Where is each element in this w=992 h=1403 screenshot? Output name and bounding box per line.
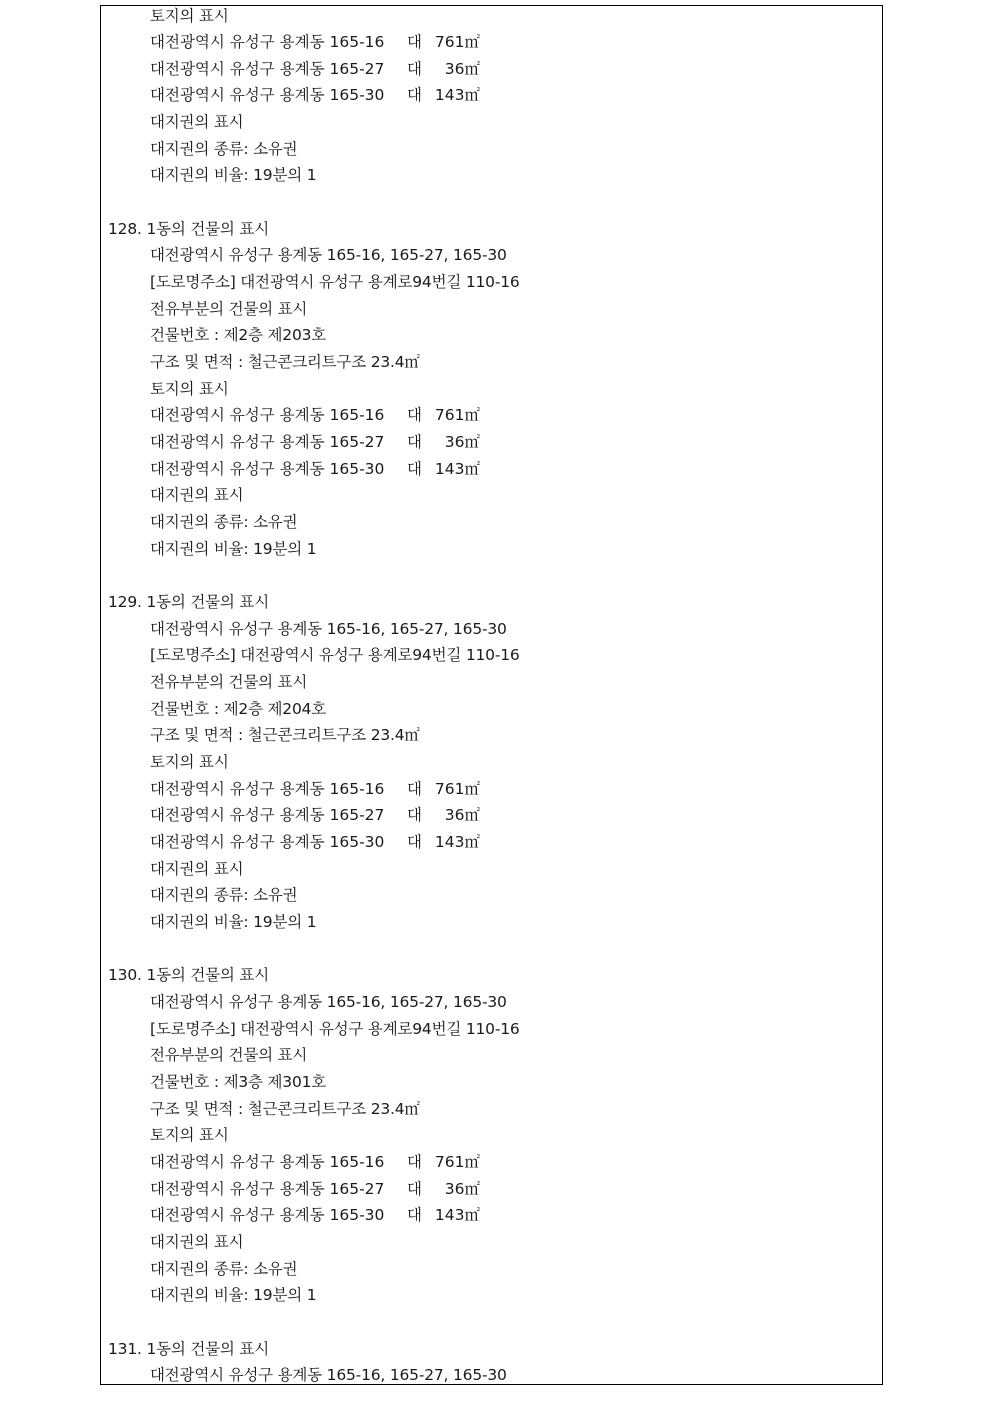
land-area: 761㎡ <box>434 33 480 51</box>
land-address: 대전광역시 유성구 용계동 165-27 <box>150 433 385 451</box>
land-right-type: 대지권의 종류: 소유권 <box>150 513 298 531</box>
exclusive-part-title: 전유부분의 건물의 표시 <box>150 673 308 691</box>
land-category: 대 <box>407 1180 422 1198</box>
land-address: 대전광역시 유성구 용계동 165-27 <box>150 1180 385 1198</box>
land-address: 대전광역시 유성구 용계동 165-27 <box>150 806 385 824</box>
land-title: 토지의 표시 <box>150 753 229 771</box>
structure-area: 구조 및 면적 : 철근콘크리트구조 23.4㎡ <box>150 1100 420 1118</box>
document-frame <box>100 5 883 1385</box>
land-right-type: 대지권의 종류: 소유권 <box>150 140 298 158</box>
land-right-ratio: 대지권의 비율: 19분의 1 <box>150 913 317 931</box>
building-number: 건물번호 : 제2층 제203호 <box>150 326 327 344</box>
land-area: 143㎡ <box>434 833 480 851</box>
land-category: 대 <box>407 86 422 104</box>
land-right-ratio: 대지권의 비율: 19분의 1 <box>150 166 317 184</box>
land-address: 대전광역시 유성구 용계동 165-16 <box>150 780 385 798</box>
building-location: 대전광역시 유성구 용계동 165-16, 165-27, 165-30 <box>150 993 507 1011</box>
land-right-ratio: 대지권의 비율: 19분의 1 <box>150 540 317 558</box>
land-right-type: 대지권의 종류: 소유권 <box>150 886 298 904</box>
land-area: 761㎡ <box>434 406 480 424</box>
land-right-type: 대지권의 종류: 소유권 <box>150 1260 298 1278</box>
exclusive-part-title: 전유부분의 건물의 표시 <box>150 300 308 318</box>
land-category: 대 <box>407 780 422 798</box>
land-title: 토지의 표시 <box>150 7 229 25</box>
land-category: 대 <box>407 1153 422 1171</box>
entry-heading: 130. 1동의 건물의 표시 <box>108 966 269 984</box>
land-address: 대전광역시 유성구 용계동 165-16 <box>150 1153 385 1171</box>
land-area: 143㎡ <box>434 1206 480 1224</box>
land-right-ratio: 대지권의 비율: 19분의 1 <box>150 1286 317 1304</box>
building-location: 대전광역시 유성구 용계동 165-16, 165-27, 165-30 <box>150 246 507 264</box>
land-address: 대전광역시 유성구 용계동 165-30 <box>150 86 385 104</box>
entry-heading: 131. 1동의 건물의 표시 <box>108 1340 269 1358</box>
land-category: 대 <box>407 406 422 424</box>
land-area: 761㎡ <box>434 1153 480 1171</box>
land-category: 대 <box>407 460 422 478</box>
land-address: 대전광역시 유성구 용계동 165-30 <box>150 460 385 478</box>
land-category: 대 <box>407 433 422 451</box>
building-number: 건물번호 : 제3층 제301호 <box>150 1073 327 1091</box>
building-number: 건물번호 : 제2층 제204호 <box>150 700 327 718</box>
land-address: 대전광역시 유성구 용계동 165-30 <box>150 833 385 851</box>
land-title: 토지의 표시 <box>150 1126 229 1144</box>
land-right-title: 대지권의 표시 <box>150 486 244 504</box>
road-address: [도로명주소] 대전광역시 유성구 용계로94번길 110-16 <box>150 1020 520 1038</box>
land-address: 대전광역시 유성구 용계동 165-16 <box>150 406 385 424</box>
land-category: 대 <box>407 833 422 851</box>
entry-heading: 129. 1동의 건물의 표시 <box>108 593 269 611</box>
land-category: 대 <box>407 33 422 51</box>
road-address: [도로명주소] 대전광역시 유성구 용계로94번길 110-16 <box>150 273 520 291</box>
land-right-title: 대지권의 표시 <box>150 113 244 131</box>
land-category: 대 <box>407 806 422 824</box>
land-category: 대 <box>407 1206 422 1224</box>
land-right-title: 대지권의 표시 <box>150 860 244 878</box>
land-category: 대 <box>407 60 422 78</box>
building-location: 대전광역시 유성구 용계동 165-16, 165-27, 165-30 <box>150 620 507 638</box>
land-area: 36㎡ <box>444 1180 480 1198</box>
road-address: [도로명주소] 대전광역시 유성구 용계로94번길 110-16 <box>150 646 520 664</box>
structure-area: 구조 및 면적 : 철근콘크리트구조 23.4㎡ <box>150 726 420 744</box>
land-right-title: 대지권의 표시 <box>150 1233 244 1251</box>
entry-heading: 128. 1동의 건물의 표시 <box>108 220 269 238</box>
land-address: 대전광역시 유성구 용계동 165-30 <box>150 1206 385 1224</box>
land-area: 36㎡ <box>444 433 480 451</box>
land-title: 토지의 표시 <box>150 380 229 398</box>
structure-area: 구조 및 면적 : 철근콘크리트구조 23.4㎡ <box>150 353 420 371</box>
land-area: 761㎡ <box>434 780 480 798</box>
land-address: 대전광역시 유성구 용계동 165-27 <box>150 60 385 78</box>
land-area: 36㎡ <box>444 60 480 78</box>
land-address: 대전광역시 유성구 용계동 165-16 <box>150 33 385 51</box>
land-area: 36㎡ <box>444 806 480 824</box>
exclusive-part-title: 전유부분의 건물의 표시 <box>150 1046 308 1064</box>
building-location: 대전광역시 유성구 용계동 165-16, 165-27, 165-30 <box>150 1366 507 1384</box>
land-area: 143㎡ <box>434 86 480 104</box>
land-area: 143㎡ <box>434 460 480 478</box>
